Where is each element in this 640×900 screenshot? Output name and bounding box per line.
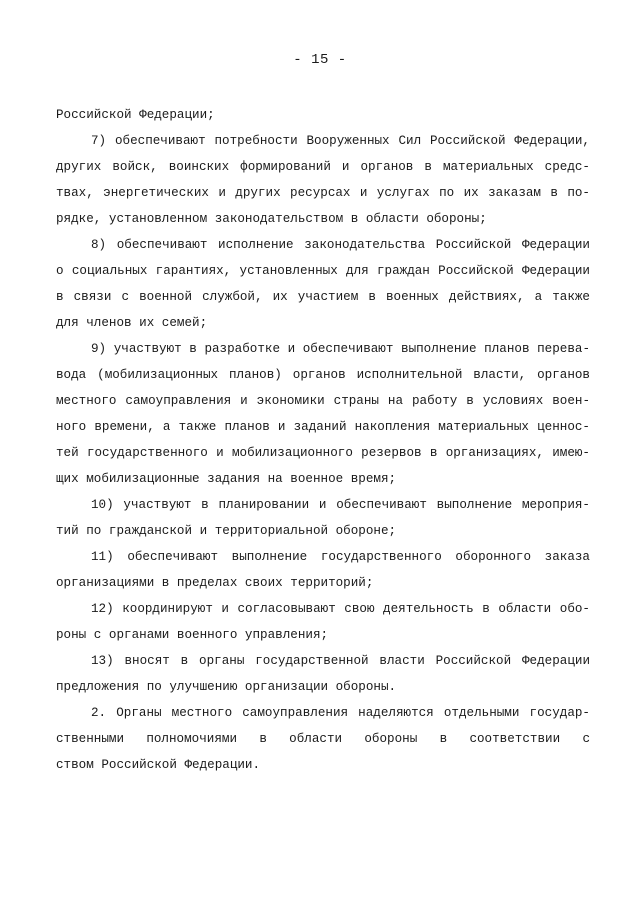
text-line: тий по гражданской и территориальной обороне; bbox=[56, 524, 397, 538]
text-line: рядке, установленном законодательством в области обороны; bbox=[56, 212, 487, 226]
text-line: твах, энергетических и других ресурсах и услугах по их заказам в по- bbox=[56, 186, 590, 200]
text-line: 9) участвуют в разработке и обеспечивают выполнение планов перева- bbox=[91, 342, 590, 356]
text-line: местного самоуправления и экономики страны на работу в условиях воен- bbox=[56, 394, 590, 408]
text-line: организациями в пределах своих территорий; bbox=[56, 576, 374, 590]
text-line: для членов их семей; bbox=[56, 316, 208, 330]
text-line: Российской Федерации; bbox=[56, 108, 215, 122]
text-line: вода (мобилизационных планов) органов исполнительной власти, органов bbox=[56, 368, 590, 382]
text-line: щих мобилизационные задания на военное время; bbox=[56, 472, 397, 486]
text-line: 8) обеспечивают исполнение законодательства Российской Федерации bbox=[91, 238, 590, 252]
text-line: о социальных гарантиях, установленных для граждан Российской Федерации bbox=[56, 264, 590, 278]
text-line: тей государственного и мобилизационного резервов в организациях, имею- bbox=[56, 446, 590, 460]
text-line: ственными полномочиями в области обороны в соответствии с bbox=[56, 732, 590, 746]
text-line: 13) вносят в органы государственной власти Российской Федерации bbox=[91, 654, 590, 668]
page-number: - 15 - bbox=[293, 52, 347, 68]
text-line: предложения по улучшению организации обороны. bbox=[56, 680, 397, 694]
text-line: 12) координируют и согласовывают свою деятельность в области обо- bbox=[91, 602, 590, 616]
text-line: 2. Органы местного самоуправления наделяются отдельными государ- bbox=[91, 706, 590, 720]
text-line: в связи с военной службой, их участием в военных действиях, а также bbox=[56, 290, 590, 304]
text-line: 7) обеспечивают потребности Вооруженных Сил Российской Федерации, bbox=[91, 134, 590, 148]
document-body bbox=[56, 102, 590, 778]
text-line: ством Российской Федерации. bbox=[56, 758, 261, 772]
text-line: 10) участвуют в планировании и обеспечивают выполнение мероприя- bbox=[91, 498, 590, 512]
text-line: других войск, воинских формирований и органов в материальных средс- bbox=[56, 160, 590, 174]
text-line: 11) обеспечивают выполнение государственного оборонного заказа bbox=[91, 550, 590, 564]
text-line: роны с органами военного управления; bbox=[56, 628, 329, 642]
text-line: ного времени, а также планов и заданий накопления материальных ценнос- bbox=[56, 420, 590, 434]
